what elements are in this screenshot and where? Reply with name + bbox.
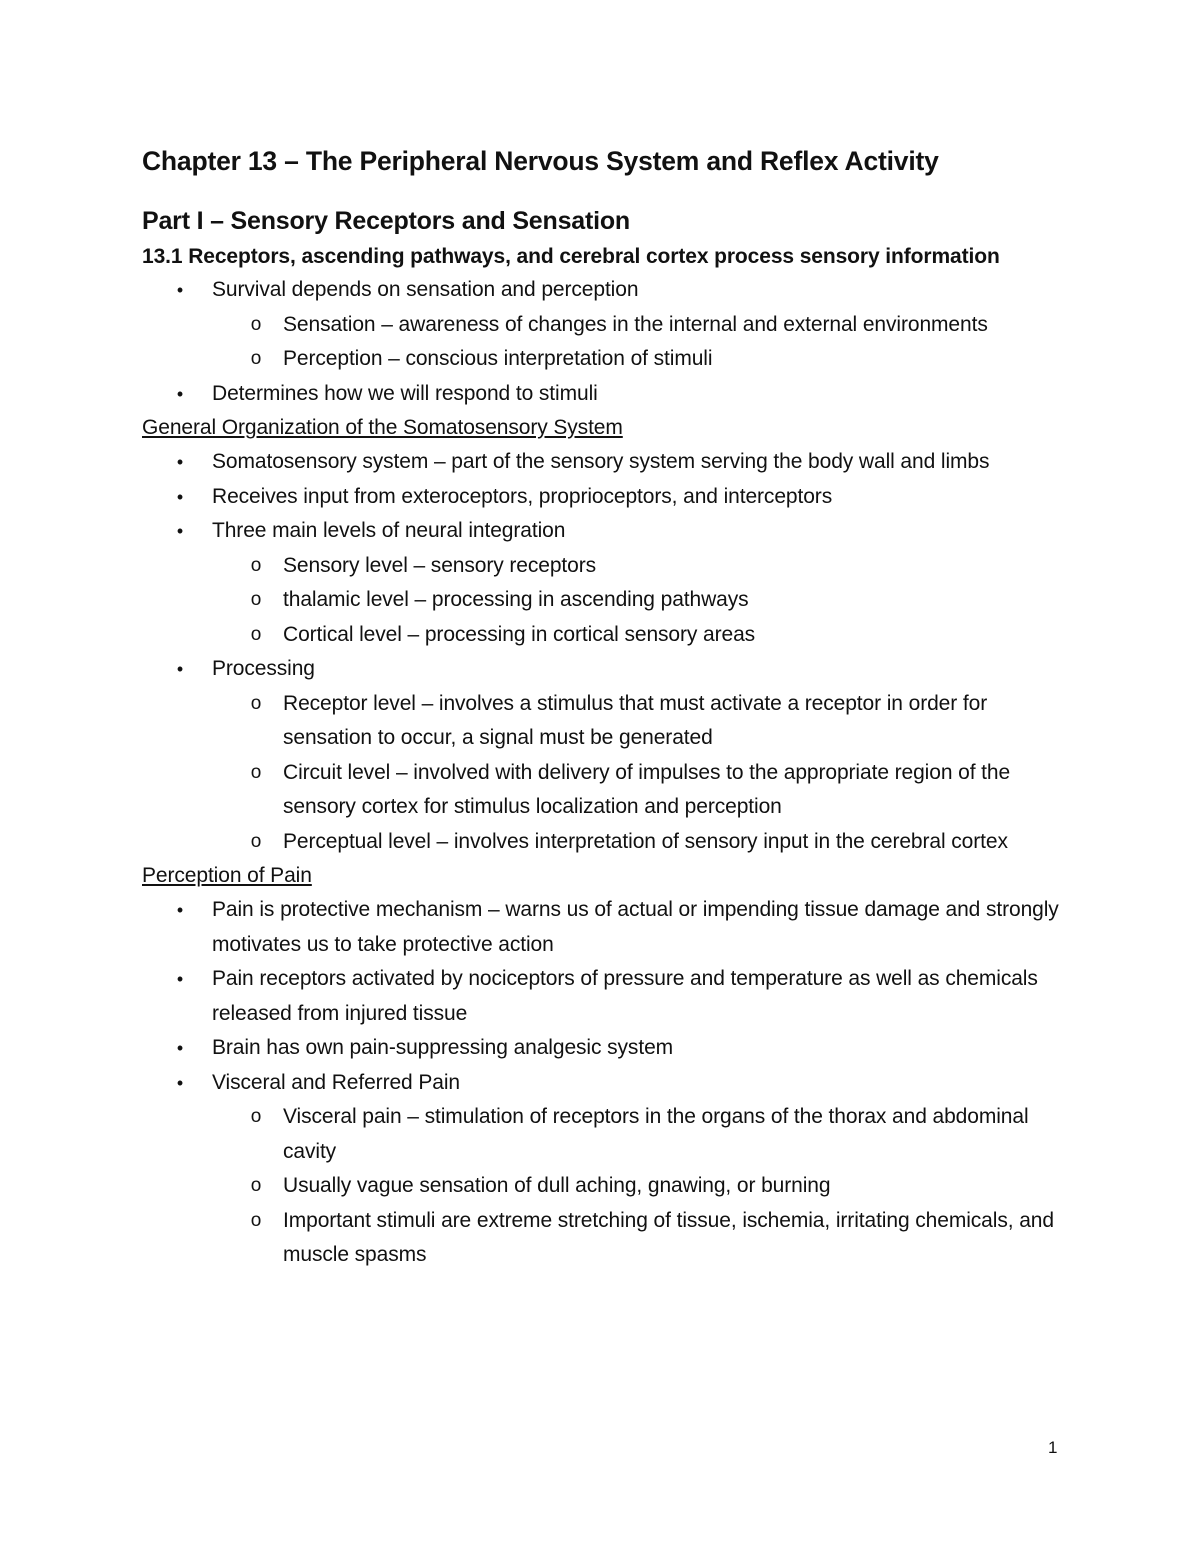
sub-bullet-icon: o <box>250 623 262 645</box>
list-item <box>142 1066 1062 1101</box>
chapter-title: Chapter 13 – The Peripheral Nervous System and Reflex Activity <box>142 146 939 176</box>
list-item <box>142 825 1062 860</box>
list-item <box>142 652 1062 687</box>
list-item-text: Pain is protective mechanism – warns us of actual or impending tissue damage and strongly motivates us to take protective action <box>212 898 1059 956</box>
intro-bullet-list <box>142 273 1062 411</box>
list-item <box>142 273 1062 308</box>
list-item <box>142 1031 1062 1066</box>
list-item <box>142 514 1062 549</box>
bullet-icon: • <box>176 452 184 472</box>
list-item <box>142 583 1062 618</box>
list-item-text: Perceptual level – involves interpretation of sensory input in the cerebral cortex <box>283 829 1008 853</box>
list-item <box>142 618 1062 653</box>
list-item <box>142 480 1062 515</box>
list-item-text: Determines how we will respond to stimuli <box>212 381 598 405</box>
sub-bullet-icon: o <box>250 1175 262 1196</box>
list-item-text: Three main levels of neural integration <box>212 519 566 542</box>
list-item <box>142 893 1062 962</box>
list-item <box>142 1100 1062 1169</box>
bullet-icon: • <box>176 280 184 300</box>
bullet-icon: • <box>176 900 184 920</box>
bullet-icon: • <box>176 521 184 541</box>
list-item-text: Visceral and Referred Pain <box>212 1070 460 1094</box>
list-item-text: thalamic level – processing in ascending pathways <box>283 588 749 611</box>
bullet-icon: • <box>176 383 184 404</box>
list-item-text: Receptor level – involves a stimulus that must activate a receptor in order for sensation to occur, a signal must be generated <box>283 691 988 749</box>
bullet-icon: • <box>176 486 184 507</box>
list-item-text: Processing <box>212 657 315 680</box>
list-item-text: Visceral pain – stimulation of receptors in the organs of the thorax and abdominal cavity <box>283 1105 1029 1163</box>
pain-bullet-list <box>142 893 1062 1273</box>
list-item-text: Brain has own pain-suppressing analgesic system <box>212 1036 674 1059</box>
bullet-icon: • <box>176 969 184 989</box>
sub-bullet-icon: o <box>250 830 262 852</box>
bullet-icon: • <box>176 1038 184 1058</box>
sub-bullet-icon: o <box>250 313 262 335</box>
list-item-text: Sensation – awareness of changes in the internal and external environments <box>283 312 988 336</box>
list-item <box>142 962 1062 1031</box>
sub-bullet-icon: o <box>250 1209 262 1231</box>
bullet-icon: • <box>176 659 184 679</box>
list-item <box>142 377 1062 412</box>
list-item <box>142 342 1062 377</box>
list-item-text: Perception – conscious interpretation of stimuli <box>283 347 713 370</box>
somatosensory-bullet-list <box>142 445 1062 859</box>
list-item <box>142 1169 1062 1204</box>
sub-bullet-icon: o <box>250 348 262 369</box>
list-item <box>142 1204 1062 1273</box>
list-item-text: Important stimuli are extreme stretching of tissue, ischemia, irritating chemicals, and muscle spasms <box>283 1208 1054 1266</box>
somatosensory-heading: General Organization of the Somatosensory System <box>142 416 623 439</box>
pain-heading: Perception of Pain <box>142 864 312 887</box>
list-item-text: Cortical level – processing in cortical sensory areas <box>283 622 756 646</box>
page-number: 1 <box>1048 1438 1058 1457</box>
list-item-text: Receives input from exteroceptors, proprioceptors, and interceptors <box>212 484 833 508</box>
sub-bullet-icon: o <box>250 1106 262 1127</box>
sub-bullet-icon: o <box>250 692 262 714</box>
list-item-text: Survival depends on sensation and perception <box>212 278 639 301</box>
sub-bullet-icon: o <box>250 761 262 783</box>
list-item-text: Somatosensory system – part of the sensory system serving the body wall and limbs <box>212 450 990 473</box>
page-content <box>142 140 1062 1273</box>
list-item-text: Usually vague sensation of dull aching, gnawing, or burning <box>283 1174 831 1197</box>
bullet-icon: • <box>176 1072 184 1093</box>
list-item <box>142 549 1062 584</box>
section-title: 13.1 Receptors, ascending pathways, and cerebral cortex process sensory information <box>142 245 1000 268</box>
list-item-text: Circuit level – involved with delivery of impulses to the appropriate region of the sensory cortex for stimulus localization and perception <box>283 760 1011 818</box>
sub-bullet-icon: o <box>250 589 262 610</box>
list-item <box>142 308 1062 343</box>
list-item <box>142 756 1062 825</box>
list-item-text: Pain receptors activated by nociceptors of pressure and temperature as well as chemicals released from injured tissue <box>212 967 1038 1025</box>
list-item <box>142 445 1062 480</box>
part-title: Part I – Sensory Receptors and Sensation <box>142 207 630 235</box>
sub-bullet-icon: o <box>250 554 262 576</box>
list-item <box>142 687 1062 756</box>
list-item-text: Sensory level – sensory receptors <box>283 553 597 577</box>
